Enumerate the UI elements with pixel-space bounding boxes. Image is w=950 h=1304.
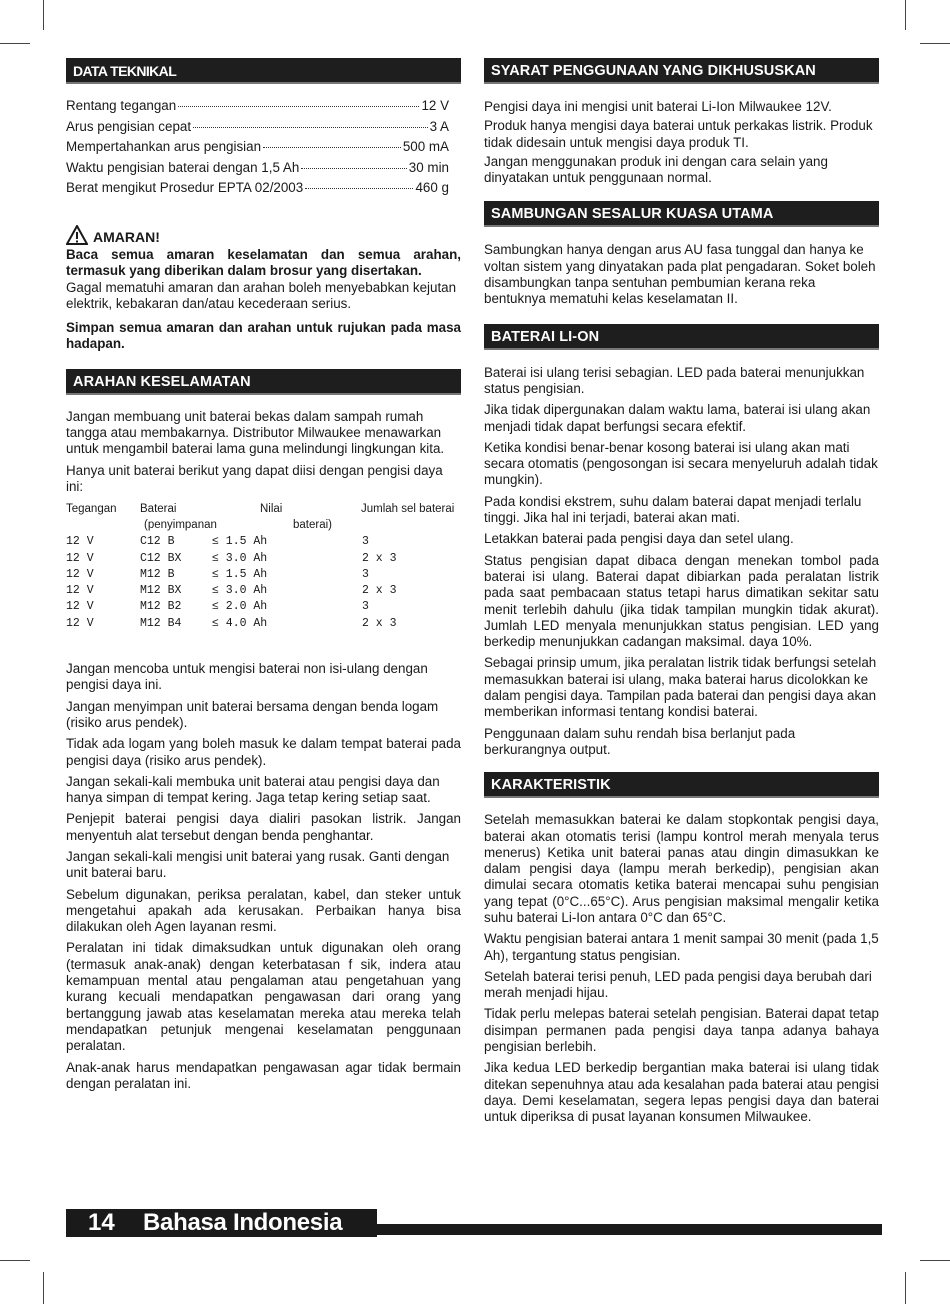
page-number: 14 [88,1209,115,1236]
characteristics-paragraph: Waktu pengisian baterai antara 1 menit sampai 30 menit (pada 1,5 Ah), tergantung status pengisian. [484,931,879,963]
safety-paragraph: Penjepit baterai pengisi daya dialiri pasokan listrik. Jangan menyentuh alat tersebut dengan benda penghantar. [66,811,461,843]
warning-bold-text: Baca semua amaran keselamatan dan semua arahan, termasuk yang diberikan dalam brosur yang disertakan. [66,246,461,279]
specific-use-heading: SYARAT PENGGUNAAN YANG DIKHUSUSKAN [484,58,879,84]
spec-row: Berat mengikut Prosedur EPTA 02/2003 460 g [66,180,449,196]
specific-paragraph: Produk hanya mengisi daya baterai untuk perkakas listrik. Produk tidak didesain untuk mengisi daya produk TI. [484,118,873,150]
crop-mark [0,1260,30,1261]
crop-mark [920,1260,950,1261]
spec-row: Rentang tegangan 12 V [66,98,449,113]
safety-heading: ARAHAN KESELAMATAN [66,369,461,395]
spec-row: Waktu pengisian baterai dengan 1,5 Ah 30 min [66,159,449,175]
technical-data-list [66,98,461,201]
characteristics-paragraph: Jika kedua LED berkedip bergantian maka baterai isi ulang tidak ditekan sepenuhnya atau ada kesalahan pada baterai atau pengisi daya. Demi keselamatan, segera lepas pengisi daya dan baterai untuk diperiksa di pusat layanan konsumen Milwaukee. [484,1060,879,1125]
characteristics-paragraph: Setelah baterai terisi penuh, LED pada pengisi daya berubah dari merah menjadi hijau. [484,968,872,1001]
table-row: 12 V C12 B ≤ 1.5 Ah 3 [66,535,369,549]
safety-paragraph: Jangan mencoba untuk mengisi baterai non isi-ulang dengan pengisi daya ini. [66,661,428,693]
liion-paragraph: Pada kondisi ekstrem, suhu dalam baterai dapat menjadi terlalu tinggi. Jika hal ini terjadi, baterai akan mati. [484,493,862,526]
battery-table [66,501,461,633]
table-row: 12 V C12 BX ≤ 3.0 Ah 2 x 3 [66,551,397,565]
mains-heading: SAMBUNGAN SESALUR KUASA UTAMA [484,201,879,227]
page-footer [66,1209,882,1237]
warning-triangle-icon [66,225,88,245]
crop-mark [43,1272,44,1304]
liion-heading: BATERAI LI-ON [484,324,879,350]
crop-mark [920,43,950,44]
table-row: 12 V M12 B2 ≤ 2.0 Ah 3 [66,600,369,614]
spec-row: Arus pengisian cepat 3 A [66,118,449,134]
characteristics-heading: KARAKTERISTIK [484,772,879,798]
safety-paragraph: Jangan sekali-kali mengisi unit baterai yang rusak. Ganti dengan unit baterai baru. [66,848,450,881]
warning-save-text: Simpan semua amaran dan arahan untuk rujukan pada masa hadapan. [66,320,461,352]
safety-paragraph: Peralatan ini tidak dimaksudkan untuk digunakan oleh orang (termasuk anak-anak) dengan keterbatasan f sik, indera atau kemampuan mental atau pengalaman atau pengetahuan yang kurang kecuali mendapatkan pengawasan dari orang yang bertanggung jawab atas keselamatan mereka atau mereka telah mendapatkan petunjuk mengenai keselamatan penggunaan peralatan. [66,940,461,1054]
safety-paragraph: Jangan membuang unit baterai bekas dalam sampah rumah tangga atau membakarnya. Distributor Milwaukee menawarkan untuk mengambil baterai lama guna melindungi lingkungan kita. [66,408,445,457]
liion-paragraph: Jika tidak dipergunakan dalam waktu lama, baterai isi ulang akan menjadi tidak dapat berfungsi secara efektif. [484,402,871,434]
battery-table-header: Tegangan Baterai Nilai Jumlah sel baterai (penyimpanan baterai) [66,503,455,532]
mains-paragraph: Sambungkan hanya dengan arus AU fasa tunggal dan hanya ke voltan sistem yang dinyatakan pada plat pengadaran. Soket boleh disambungkan tanpa sentuhan pembumian kerana reka bentuknya mematuhi kelas keselamatan II. [484,242,876,307]
safety-paragraph: Anak-anak harus mendapatkan pengawasan agar tidak bermain dengan peralatan ini. [66,1059,461,1091]
liion-paragraph: Penggunaan dalam suhu rendah bisa berlanjut pada berkurangnya output. [484,725,796,757]
table-row: 12 V M12 B ≤ 1.5 Ah 3 [66,567,369,581]
safety-paragraph: Jangan sekali-kali membuka unit baterai atau pengisi daya dan hanya simpan di tempat kering. Jaga tetap kering setiap saat. [66,773,440,806]
liion-paragraph: Status pengisian dapat dibaca dengan menekan tombol pada baterai isi ulang. Baterai dapat dibiarkan pada peralatan listrik pada saat pembacaan status tetapi harus dimatikan sekitar satu menit terlebih dahulu (jika tidak tampilan mungkin tidak akurat). Jumlah LED menyala menunjukkan status pengisian. LED yang berkedip menunjukkan cadangan maksimal. daya 10%. [484,552,879,650]
footer-language: Bahasa Indonesia [143,1209,343,1236]
liion-paragraph: Sebagai prinsip umum, jika peralatan listrik tidak berfungsi setelah memasukkan baterai isi ulang, maka baterai harus dicolokkan ke dalam pengisi daya. Tampilan pada baterai dan pengisi daya akan memberikan informasi tentang kondisi baterai. [484,655,877,720]
safety-paragraph: Sebelum digunakan, periksa peralatan, kabel, dan steker untuk mengetahui apakah ada kerusakan. Perbaikan hanya bisa dilakukan oleh Agen layanan resmi. [66,886,461,935]
technical-data-heading: DATA TEKNIKAL [66,58,461,84]
safety-paragraph: Jangan menyimpan unit baterai bersama dengan benda logam (risiko arus pendek). [66,698,439,730]
liion-paragraph: Baterai isi ulang terisi sebagian. LED pada baterai menunjukkan status pengisian. [484,364,865,396]
characteristics-paragraph: Tidak perlu melepas baterai setelah pengisian. Baterai dapat tetap disimpan permanen pada pengisi daya tanpa adanya bahaya pengisian berlebih. [484,1006,879,1055]
characteristics-paragraph: Setelah memasukkan baterai ke dalam stopkontak pengisi daya, baterai akan otomatis terisi (lampu kontrol merah menyala terus menerus) Ketika unit baterai panas atau dingin dimasukkan ke dalam pengisi daya (lampu merah berkedip), pengisian akan dimulai secara otomatis ketika baterai mencapai suhu pengisian yang tepat (0°C...65°C). Arus pengisian maksimal mengalir ketika suhu baterai Li-Ion antara 0°C dan 65°C. [484,812,879,925]
safety-paragraph: Hanya unit baterai berikut yang dapat diisi dengan pengisi daya ini: [66,462,443,494]
spec-row: Mempertahankan arus pengisian 500 mA [66,139,449,155]
footer-rule [377,1224,882,1235]
safety-paragraph: Tidak ada logam yang boleh masuk ke dalam tempat baterai pada pengisi daya (risiko arus pendek). [66,736,461,768]
warning-title: AMARAN! [66,225,461,245]
liion-paragraph: Letakkan baterai pada pengisi daya dan setel ulang. [484,531,794,547]
crop-mark [905,0,906,30]
table-row: 12 V M12 B4 ≤ 4.0 Ah 2 x 3 [66,616,397,630]
crop-mark [905,1272,906,1304]
specific-paragraph: Jangan menggunakan produk ini dengan cara selain yang dinyatakan untuk penggunaan normal. [484,153,828,186]
crop-mark [0,43,30,44]
liion-paragraph: Ketika kondisi benar-benar kosong baterai isi ulang akan mati secara otomatis (pengosongan isi secara menyeluruh adalah tidak mungkin). [484,439,878,488]
left-column [66,58,461,1097]
specific-paragraph: Pengisi daya ini mengisi unit baterai Li-Ion Milwaukee 12V. [484,99,832,114]
warning-text: Gagal mematuhi amaran dan arahan boleh menyebabkan kejutan elektrik, kebakaran dan/atau kecederaan serius. [66,279,457,311]
right-column [484,58,879,1131]
crop-mark [43,0,44,30]
table-row: 12 V M12 BX ≤ 3.0 Ah 2 x 3 [66,584,397,598]
